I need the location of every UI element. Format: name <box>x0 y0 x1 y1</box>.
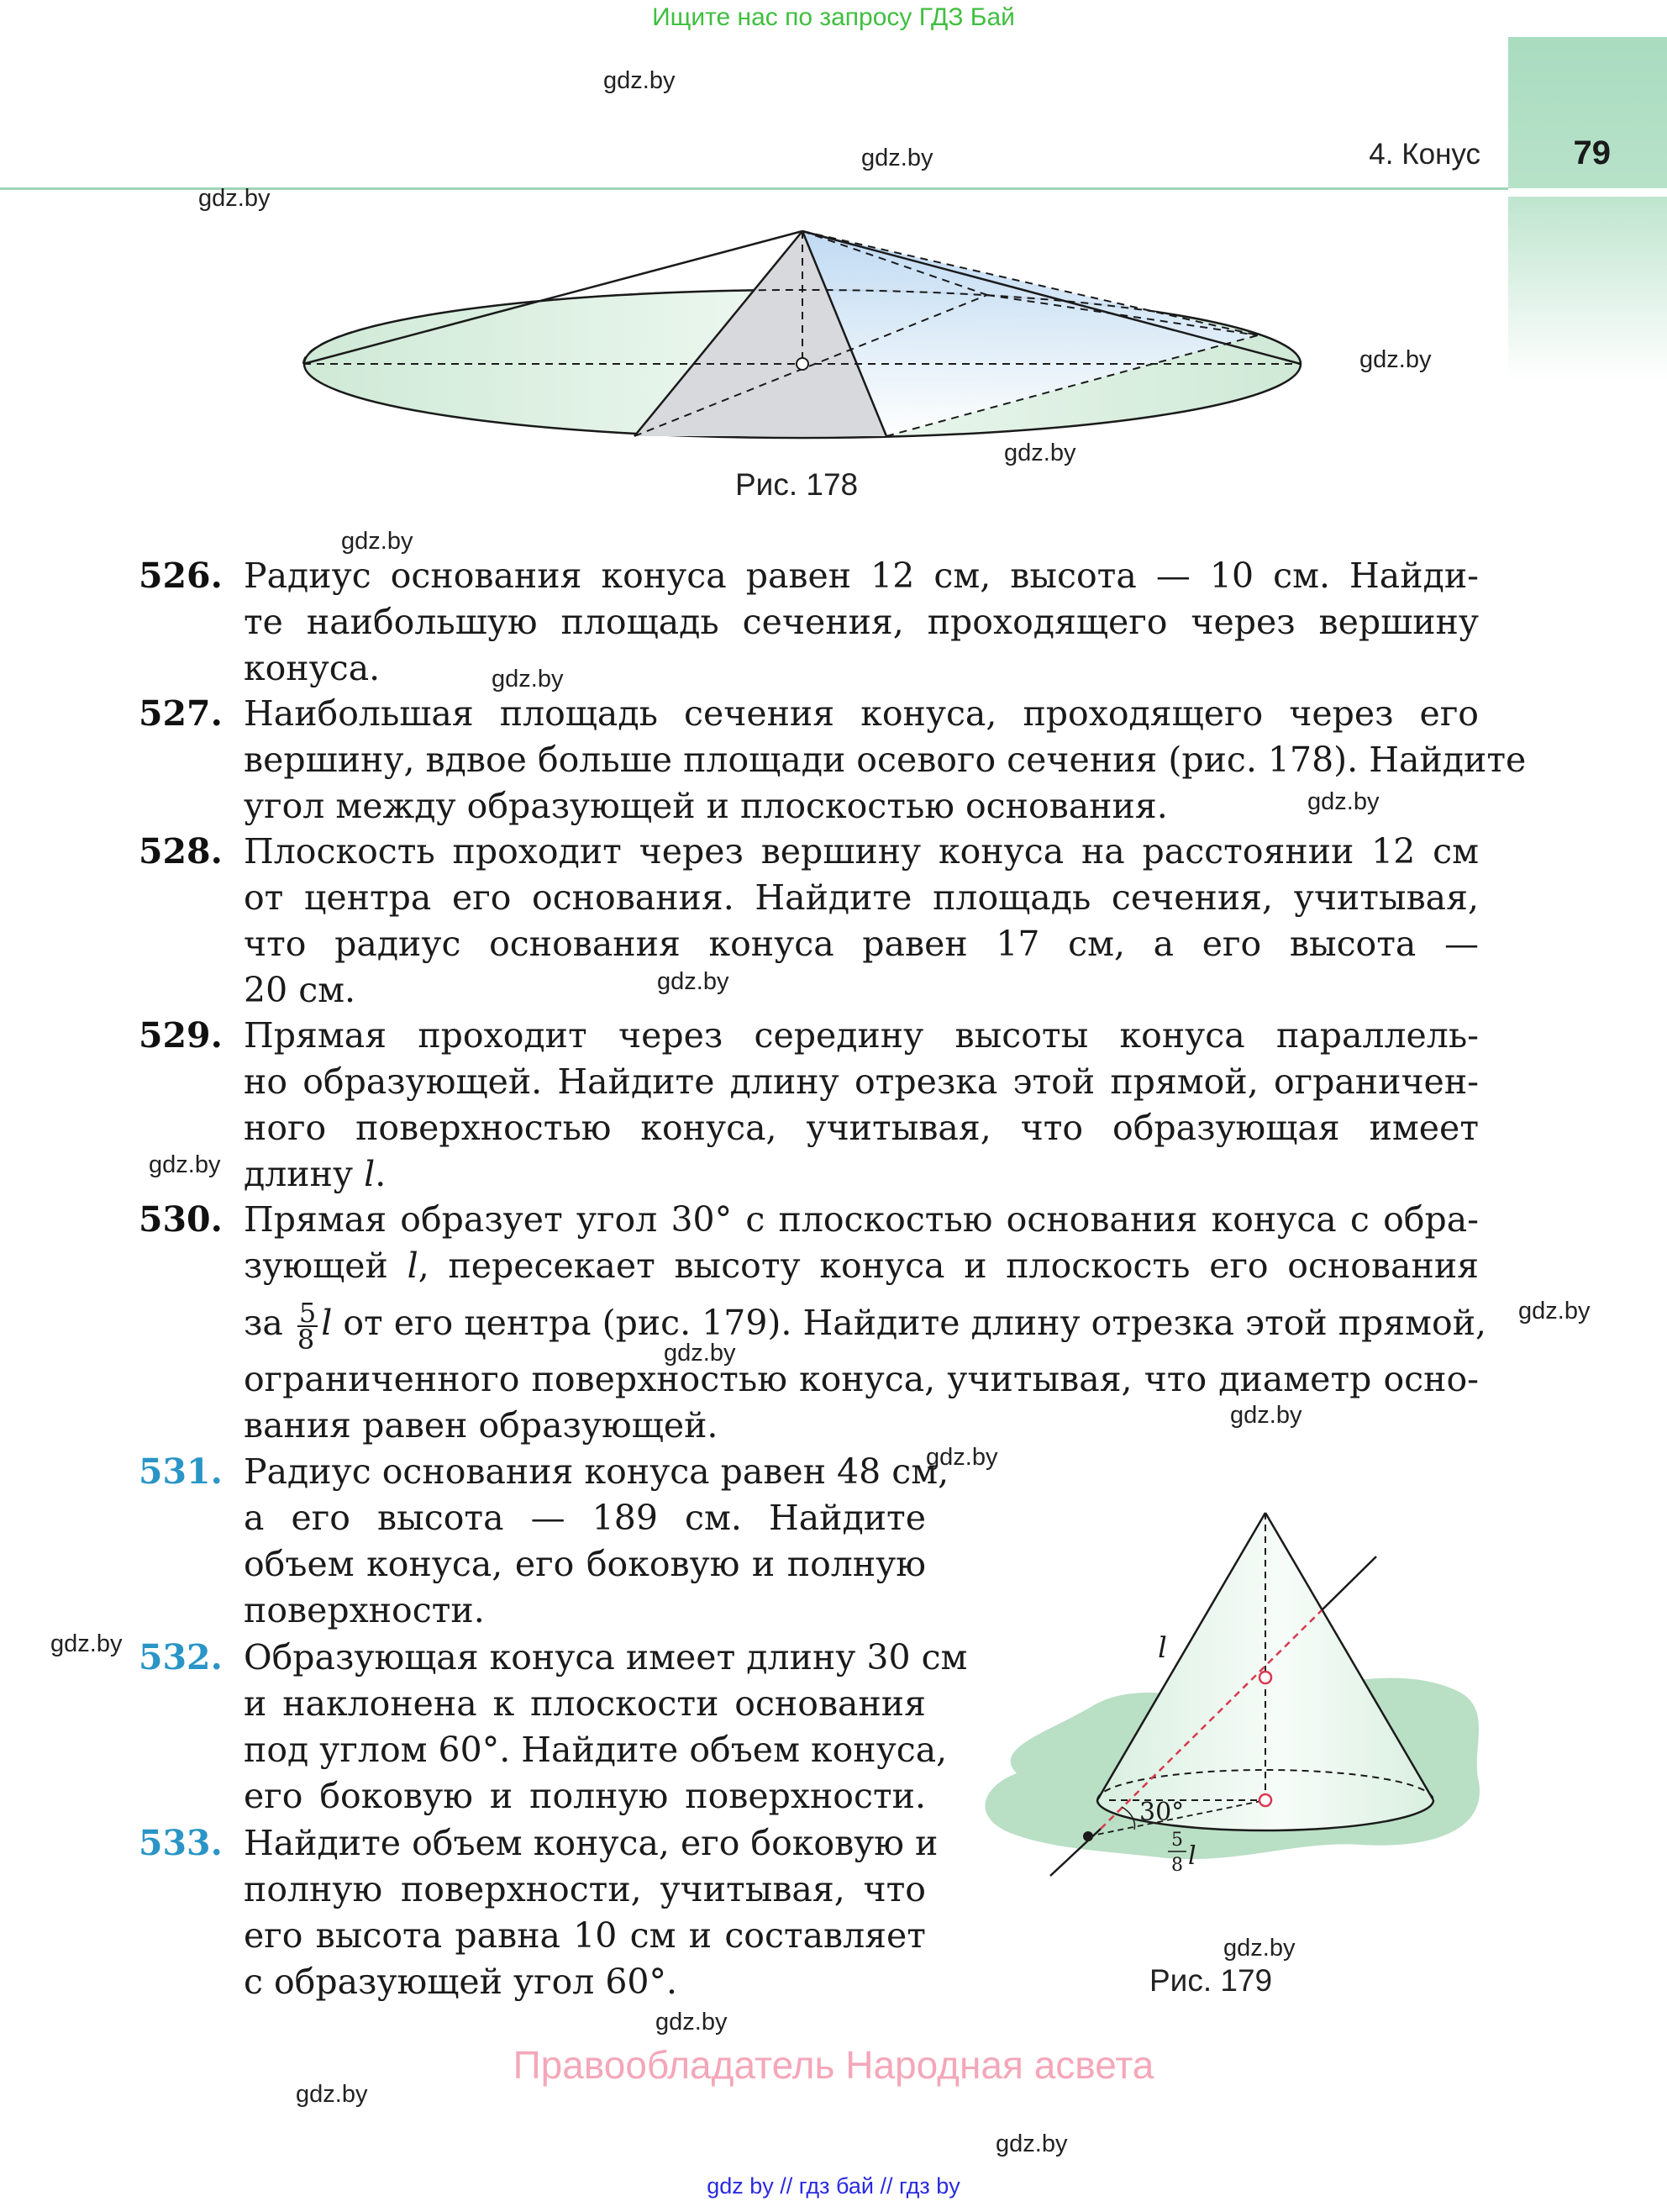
problem-line: поверхности. <box>244 1590 485 1630</box>
fraction-denominator: 8 <box>297 1323 315 1356</box>
watermark: gdz.by <box>341 528 413 555</box>
problem-line: под углом 60°. Найдите объем конуса, <box>244 1730 948 1770</box>
problem-line: Образующая конуса имеет длину 30 см <box>244 1637 968 1677</box>
variable-l: l <box>321 1303 333 1343</box>
problem-line: Прямая образует угол 30° с плоскостью основания конуса с обра- <box>244 1199 1479 1240</box>
watermark: gdz.by <box>1230 1402 1302 1429</box>
problem-line: его высота равна 10 см и составляет <box>244 1915 926 1956</box>
problem-line: с образующей угол 60°. <box>244 1962 678 2002</box>
problem-number: 528. <box>139 831 223 872</box>
footer-links[interactable]: gdz by // гдз бай // гдз by <box>707 2173 960 2199</box>
figure-179-label-frac-var: l <box>1188 1841 1196 1871</box>
problem-line: Плоскость проходит через вершину конуса на расстоянии 12 см <box>244 831 1479 872</box>
figure-179-label-frac-den: 8 <box>1171 1855 1183 1876</box>
watermark: gdz.by <box>603 67 676 94</box>
problem-text: от его центра (рис. 179). Найдите длину отрезка этой прямой, <box>332 1303 1487 1343</box>
figure-178-cone-sections <box>298 223 1307 445</box>
figure-179-label-l: l <box>1158 1631 1167 1665</box>
problem-line: конуса. <box>244 648 381 688</box>
watermark: gdz.by <box>926 1444 998 1471</box>
problem-526 <box>139 553 1479 692</box>
problem-text: за <box>244 1303 294 1343</box>
watermark: gdz.by <box>657 968 729 995</box>
problem-number: 533. <box>139 1823 223 1863</box>
watermark: gdz.by <box>1359 346 1432 373</box>
problem-line: вания равен образующей. <box>244 1405 718 1446</box>
problem-number: 532. <box>139 1637 223 1677</box>
watermark: gdz.by <box>1004 440 1076 466</box>
problem-line: его боковую и полную поверхности. <box>244 1776 926 1816</box>
watermark: gdz.by <box>50 1630 123 1657</box>
page-number: 79 <box>1573 134 1611 171</box>
problem-line: а его высота — 189 см. Найдите <box>244 1498 926 1538</box>
problem-line: объем конуса, его боковую и полную <box>244 1544 926 1584</box>
watermark: gdz.by <box>296 2081 368 2108</box>
section-title: 4. Конус <box>1369 138 1480 171</box>
problem-line <box>244 1243 1479 1289</box>
problem-533 <box>139 1820 939 2005</box>
problem-line: Наибольшая площадь сечения конуса, проходящего через его <box>244 693 1479 734</box>
problem-531 <box>139 1449 949 1634</box>
problem-text: . <box>375 1154 387 1194</box>
problem-line: полную поверхности, учитывая, что <box>244 1869 926 1909</box>
problem-line: и наклонена к плоскости основания <box>244 1683 926 1724</box>
problem-527 <box>139 691 1527 830</box>
variable-l: l <box>407 1246 418 1286</box>
figure-179-label-angle: 30° <box>1139 1798 1185 1827</box>
problem-line <box>244 1289 1487 1356</box>
problem-line: Радиус основания конуса равен 48 см, <box>244 1451 949 1492</box>
watermark: gdz.by <box>655 2009 728 2036</box>
problem-line: что радиус основания конуса равен 17 см, а его высота — <box>244 924 1479 964</box>
problem-line: Найдите объем конуса, его боковую и <box>244 1823 939 1863</box>
figure-179-label-frac-num: 5 <box>1171 1830 1183 1851</box>
watermark: gdz.by <box>1223 1935 1296 1962</box>
problem-text: , пересекает высоту конуса и плоскость его основания <box>418 1246 1480 1286</box>
problem-number: 527. <box>139 693 223 734</box>
problem-line: Прямая проходит через середину высоты конуса параллель- <box>244 1015 1479 1056</box>
problem-number: 531. <box>139 1451 223 1492</box>
problem-line: от центра его основания. Найдите площадь сечения, учитывая, <box>244 877 1479 918</box>
watermark: gdz.by <box>149 1151 221 1178</box>
watermark: gdz.by <box>664 1340 736 1367</box>
problem-text: длину <box>244 1154 365 1194</box>
problem-528 <box>139 829 1479 1014</box>
problem-line: вершину, вдвое больше площади осевого сечения (рис. 178). Найдите <box>244 740 1527 780</box>
figure-178-caption: Рис. 178 <box>735 467 859 502</box>
fraction <box>297 1296 318 1356</box>
problem-532 <box>139 1635 968 1820</box>
variable-l: l <box>364 1154 376 1194</box>
figure-179-caption: Рис. 179 <box>1149 1963 1273 1998</box>
watermark: gdz.by <box>996 2130 1068 2157</box>
rights-holder-notice: Правообладатель Народная асвета <box>513 2043 1154 2087</box>
fraction-numerator: 5 <box>298 1296 317 1329</box>
problem-530 <box>139 1197 1487 1449</box>
problem-529 <box>139 1013 1479 1198</box>
figure-179-cone-line <box>958 1496 1496 1933</box>
watermark: gdz.by <box>861 145 933 171</box>
problem-line: Радиус основания конуса равен 12 см, высота — 10 см. Найди- <box>244 556 1479 596</box>
problem-line: те наибольшую площадь сечения, проходящего через вершину <box>244 602 1479 642</box>
watermark: gdz.by <box>198 185 271 212</box>
problem-line: ограниченного поверхностью конуса, учитывая, что диаметр осно- <box>244 1359 1479 1399</box>
problem-line: но образующей. Найдите длину отрезка этой прямой, ограничен- <box>244 1061 1479 1102</box>
watermark: gdz.by <box>492 666 564 693</box>
problem-line: ного поверхностью конуса, учитывая, что образующая имеет <box>244 1108 1479 1148</box>
problem-line: угол между образующей и плоскостью основания. <box>244 786 1168 826</box>
watermark: gdz.by <box>1307 788 1380 815</box>
problem-line: 20 см. <box>244 970 356 1010</box>
problem-number: 529. <box>139 1015 223 1056</box>
problem-text: зующей <box>244 1246 408 1286</box>
problem-number: 526. <box>139 556 223 596</box>
watermark: gdz.by <box>1518 1298 1591 1325</box>
top-banner: Ищите нас по запросу ГДЗ Бай <box>652 3 1015 31</box>
problem-line <box>244 1151 1479 1198</box>
problem-number: 530. <box>139 1199 223 1240</box>
header-tab-gradient <box>1508 197 1667 382</box>
